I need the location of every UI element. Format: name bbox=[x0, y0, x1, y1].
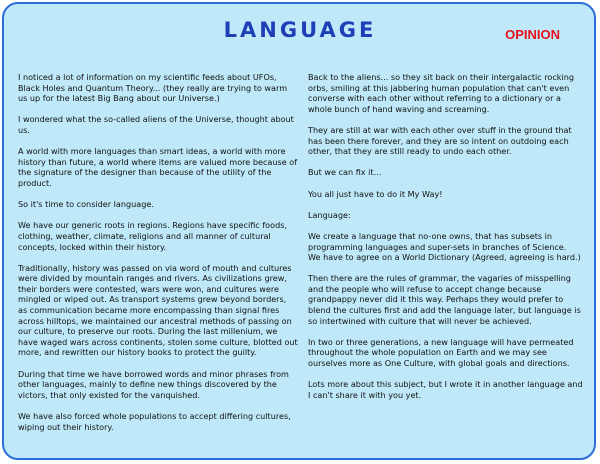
paragraph: You all just have to do it My Way! bbox=[308, 188, 443, 199]
paragraph: We have our generic roots in regions. Regions have specific foods, clothing, weather, climate, religions and all manner of cultural concepts, locked within their history. bbox=[18, 220, 288, 252]
paragraph: So it's time to consider language. bbox=[18, 199, 154, 210]
paragraph: Traditionally, history was passed on via word of mouth and cultures were divided by mountain ranges and rivers. As civilizations grew, their borders were contested, wars were won, and cultures were mingled or wiped out. As transport systems grew beyond borders, as communication became more encompassing than signal fires across hilltops, we maintained our ancestral methods of passing on our culture, to preserve our roots. During the last millenium, we have waged wars across continents, stolen some culture, blotted out more, and rewritten our history books to protect the guilty. bbox=[18, 262, 298, 358]
paragraph: I noticed a lot of information on my scientific feeds about UFOs, Black Holes and Quantum Theory... (they really are trying to warm us up for the latest Big Bang about our Universe.) bbox=[18, 72, 288, 104]
paragraph: In two or three generations, a new language will have permeated throughout the whole population on Earth and we may see ourselves more as One Culture, with global goals and directions. bbox=[308, 336, 574, 369]
paragraph: Then there are the rules of grammar, the vagaries of misspelling and the people who will refuse to accept change because grandpappy never did it this way. Perhaps they would prefer to blend the cultures first and add the language later, but language is so intertwined with culture that will never be achieved. bbox=[308, 273, 581, 326]
paragraph: A world with more languages than smart ideas, a world with more history than future, a world where items are valued more because of the signature of the designer than because of the utility of the product. bbox=[18, 146, 298, 188]
paragraph: Language: bbox=[308, 209, 351, 220]
paragraph: But we can fix it... bbox=[308, 167, 382, 178]
paragraph: During that time we have borrowed words and minor phrases from other languages, mainly to define new things discovered by the victors, that only existed for the vanquished. bbox=[18, 368, 289, 400]
left-column bbox=[18, 72, 298, 443]
paragraph: Lots more about this subject, but I wrote it in another language and I can't share it with you yet. bbox=[308, 379, 583, 400]
paragraph: They are still at war with each other over stuff in the ground that has been there forever, and they are so intent on outdoing each other, that they are still ready to undo each other. bbox=[308, 124, 572, 157]
paragraph: We have also forced whole populations to accept differing cultures, wiping out their history. bbox=[18, 411, 291, 432]
paragraph: Back to the aliens... so they sit back on their intergalactic rocking orbs, smiling at this jabbering human population that can't even converse with each other without referring to a dictionary or a whole bunch of hand waving and screaming. bbox=[308, 72, 575, 114]
page-title: LANGUAGE bbox=[223, 18, 377, 42]
paragraph: I wondered what the so-called aliens of the Universe, thought about us. bbox=[18, 114, 294, 135]
paragraph: We have to agree on a World Dictionary (Agreed, agreeing is hard.) bbox=[308, 252, 581, 263]
opinion-tag: OPINION bbox=[505, 27, 560, 42]
paragraph: We create a language that no-one owns, that has subsets in programming languages and super-sets in branches of Science. bbox=[308, 230, 567, 252]
right-column bbox=[308, 72, 586, 411]
